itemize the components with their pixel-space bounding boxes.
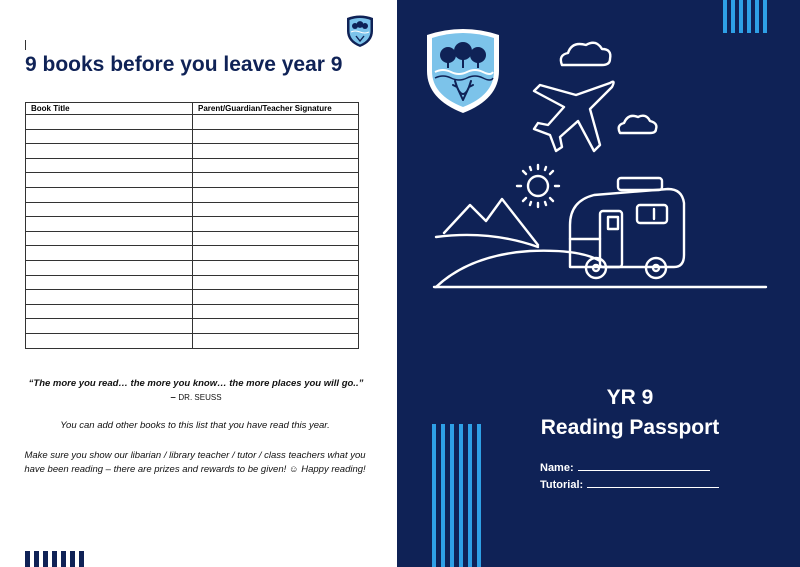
year-heading: YR 9 [606, 386, 654, 409]
signature-cell[interactable] [193, 260, 359, 275]
table-row [26, 187, 359, 202]
book-title-cell[interactable] [26, 304, 193, 319]
signature-cell[interactable] [193, 129, 359, 144]
page-title: 9 books before you leave year 9 [25, 53, 343, 76]
book-title-cell[interactable] [26, 275, 193, 290]
signature-cell[interactable] [193, 115, 359, 130]
travel-illustration [430, 35, 770, 295]
school-crest-icon [345, 14, 375, 48]
book-title-cell[interactable] [26, 173, 193, 188]
signature-cell[interactable] [193, 290, 359, 305]
name-label: Name: [540, 462, 574, 474]
signature-cell[interactable] [193, 304, 359, 319]
quote-author: DR. SEUSS [178, 393, 222, 402]
books-table [25, 102, 359, 349]
table-row [26, 319, 359, 334]
tutorial-field [540, 477, 719, 491]
signature-cell[interactable] [193, 246, 359, 261]
name-field [540, 460, 710, 474]
passport-heading: Reading Passport [540, 416, 720, 439]
airplane-icon [534, 82, 614, 151]
book-title-cell[interactable] [26, 260, 193, 275]
signature-cell[interactable] [193, 202, 359, 217]
signature-cell[interactable] [193, 144, 359, 159]
book-title-cell[interactable] [26, 202, 193, 217]
mountains-icon [436, 199, 600, 287]
book-title-cell[interactable] [26, 290, 193, 305]
text-cursor [25, 40, 26, 50]
book-title-cell[interactable] [26, 231, 193, 246]
left-page [0, 0, 397, 567]
instruction-note: You can add other books to this list that you have read this year. [60, 420, 330, 431]
decorative-stripes-bottom-left [25, 551, 88, 567]
table-row [26, 202, 359, 217]
quote-text: “The more you read… the more you know… the more places you will go..” – [28, 378, 364, 403]
signature-cell[interactable] [193, 275, 359, 290]
sun-icon [517, 165, 559, 207]
column-header-signature: Parent/Guardian/Teacher Signature [193, 103, 359, 115]
name-line[interactable] [578, 460, 710, 471]
book-title-cell[interactable] [26, 246, 193, 261]
book-title-cell[interactable] [26, 129, 193, 144]
signature-cell[interactable] [193, 158, 359, 173]
tutorial-label: Tutorial: [540, 479, 584, 491]
campervan-icon [570, 178, 684, 278]
book-title-cell[interactable] [26, 217, 193, 232]
quote [28, 377, 364, 405]
signature-cell[interactable] [193, 217, 359, 232]
table-row [26, 158, 359, 173]
table-row [26, 304, 359, 319]
book-title-cell[interactable] [26, 333, 193, 348]
column-header-book-title: Book Title [26, 103, 193, 115]
signature-cell[interactable] [193, 173, 359, 188]
table-row [26, 144, 359, 159]
signature-cell[interactable] [193, 333, 359, 348]
table-row [26, 231, 359, 246]
table-row [26, 290, 359, 305]
signature-cell[interactable] [193, 319, 359, 334]
book-title-cell[interactable] [26, 144, 193, 159]
book-title-cell[interactable] [26, 158, 193, 173]
cloud-icon [619, 116, 657, 133]
table-header-row [26, 103, 359, 115]
signature-cell[interactable] [193, 187, 359, 202]
table-row [26, 260, 359, 275]
table-row [26, 115, 359, 130]
decorative-stripes-top-right [723, 0, 771, 33]
table-row [26, 246, 359, 261]
book-title-cell[interactable] [26, 319, 193, 334]
table-row [26, 333, 359, 348]
book-title-cell[interactable] [26, 115, 193, 130]
signature-cell[interactable] [193, 231, 359, 246]
table-row [26, 129, 359, 144]
rewards-note: Make sure you show our libarian / library teacher / tutor / class teachers what you have been reading – there are prizes and rewards to be given! ☺ Happy reading! [24, 450, 366, 475]
decorative-stripes-mid-left [432, 424, 486, 567]
book-title-cell[interactable] [26, 187, 193, 202]
table-row [26, 173, 359, 188]
table-row [26, 217, 359, 232]
table-row [26, 275, 359, 290]
tutorial-line[interactable] [587, 477, 719, 488]
cloud-icon [561, 43, 610, 65]
